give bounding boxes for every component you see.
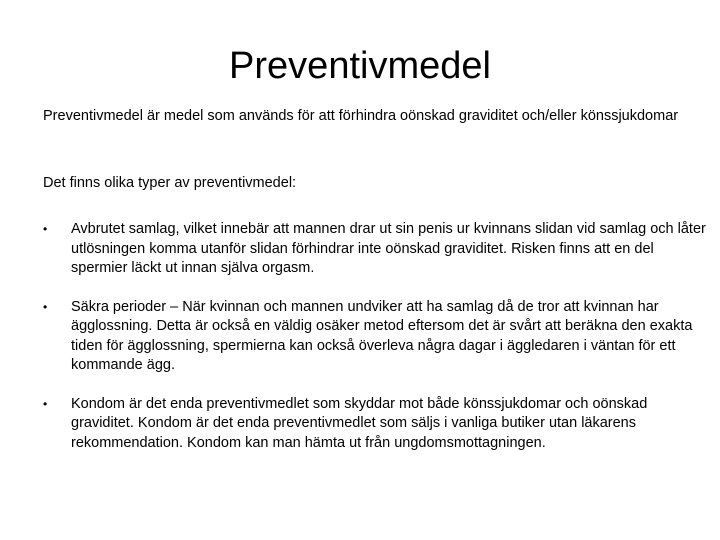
slide-title: Preventivmedel: [229, 45, 491, 87]
bullet-item: [43, 395, 711, 454]
bullet-item: [43, 220, 711, 279]
bullet-list: [43, 220, 711, 472]
bullet-text: Avbrutet samlag, vilket innebär att mannen drar ut sin penis ur kvinnans slidan vid samlag och låter utlösningen komma utanför slidan förhindrar inte oönskad graviditet. Risken finns att en del spermier läckt ut innan själva orgasm.: [71, 221, 706, 276]
bullet-marker: •: [43, 396, 48, 411]
bullet-marker: •: [43, 222, 48, 236]
bullet-text: Säkra perioder – När kvinnan och mannen undviker att ha samlag då de tror att kvinnan har ägglossning. Detta är också en väldig osäker metod eftersom det är svårt att beräkna den exakta tiden för ägglossning, spermierna kan också överleva några dagar i äggledaren i väntan för ett kommande ägg.: [71, 298, 693, 373]
intro-text: Preventivmedel är medel som används för att förhindra oönskad graviditet och/eller könssjukdomar: [43, 108, 679, 124]
bullet-marker: •: [43, 299, 48, 314]
bullet-item: [43, 298, 711, 376]
bullet-text: Kondom är det enda preventivmedlet som skyddar mot både könssjukdomar och oönskad graviditet. Kondom är det enda preventivmedlet som säljs i vanliga butiker utan läkarens rekommendation. Kondom kan man hämta ut från ungdomsmottagningen.: [71, 395, 648, 451]
types-heading: Det finns olika typer av preventivmedel:: [43, 175, 297, 191]
